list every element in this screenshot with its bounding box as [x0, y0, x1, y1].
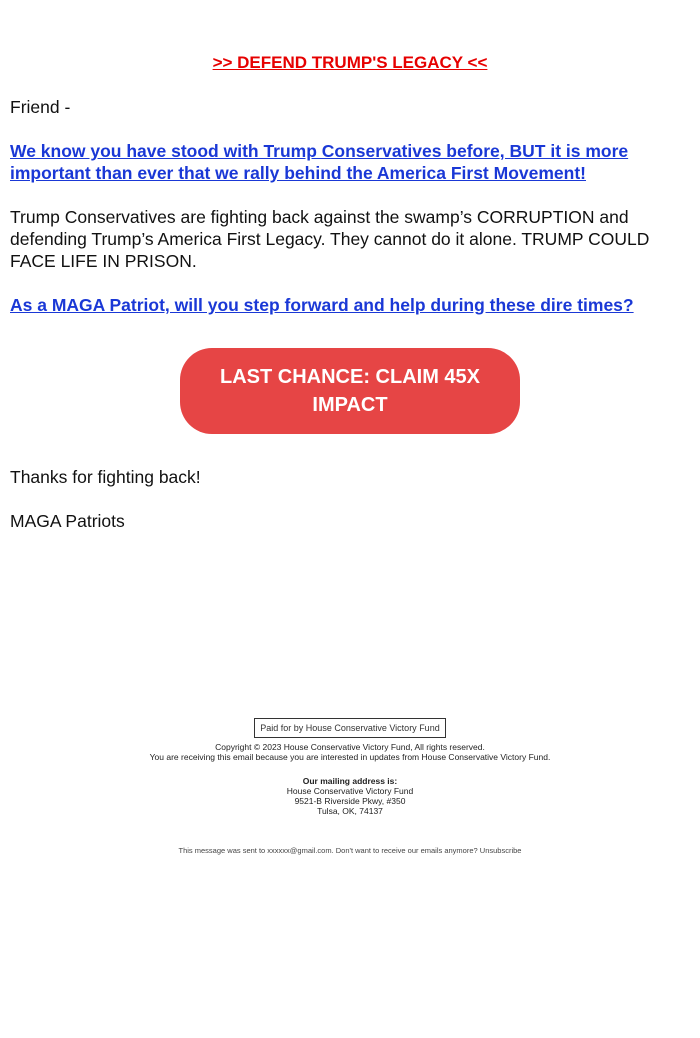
address-name: House Conservative Victory Fund [286, 786, 414, 796]
address-city: Tulsa, OK, 74137 [317, 806, 383, 816]
unsubscribe-prefix: This message was sent to xxxxxx@gmail.com. Don't want to receive our emails anymore? [178, 846, 478, 855]
mailing-address-label: Our mailing address is: [302, 776, 398, 786]
intro-link[interactable]: We know you have stood with Trump Conservatives before, BUT it is more important than ever that we rally behind the America First Movement! [10, 141, 629, 183]
claim-impact-button[interactable]: LAST CHANCE: CLAIM 45X IMPACT [180, 348, 520, 434]
address-street: 9521-B Riverside Pkwy, #350 [294, 796, 406, 806]
signature: MAGA Patriots [10, 511, 125, 531]
question-link-paragraph [10, 294, 680, 316]
receiving-notice: You are receiving this email because you are interested in updates from House Conservative Victory Fund. [149, 752, 551, 762]
body-paragraph: Trump Conservatives are fighting back against the swamp’s CORRUPTION and defending Trump’s America First Legacy. They cannot do it alone. TRUMP COULD FACE LIFE IN PRISON. [10, 207, 650, 271]
unsubscribe-notice [0, 846, 700, 856]
intro-link-paragraph [10, 140, 680, 184]
greeting: Friend - [10, 97, 71, 117]
question-link[interactable]: As a MAGA Patriot, will you step forward and help during these dire times? [10, 295, 634, 315]
headline [0, 52, 700, 74]
closing-text: Thanks for fighting back! [10, 467, 201, 487]
email-footer [0, 718, 700, 856]
headline-link[interactable]: >> DEFEND TRUMP'S LEGACY << [212, 53, 488, 72]
paid-for-disclaimer: Paid for by House Conservative Victory Fund [254, 718, 445, 738]
unsubscribe-link[interactable]: Unsubscribe [479, 846, 522, 855]
copyright-text: Copyright © 2023 House Conservative Victory Fund, All rights reserved. [215, 742, 485, 752]
cta-container [0, 348, 700, 434]
